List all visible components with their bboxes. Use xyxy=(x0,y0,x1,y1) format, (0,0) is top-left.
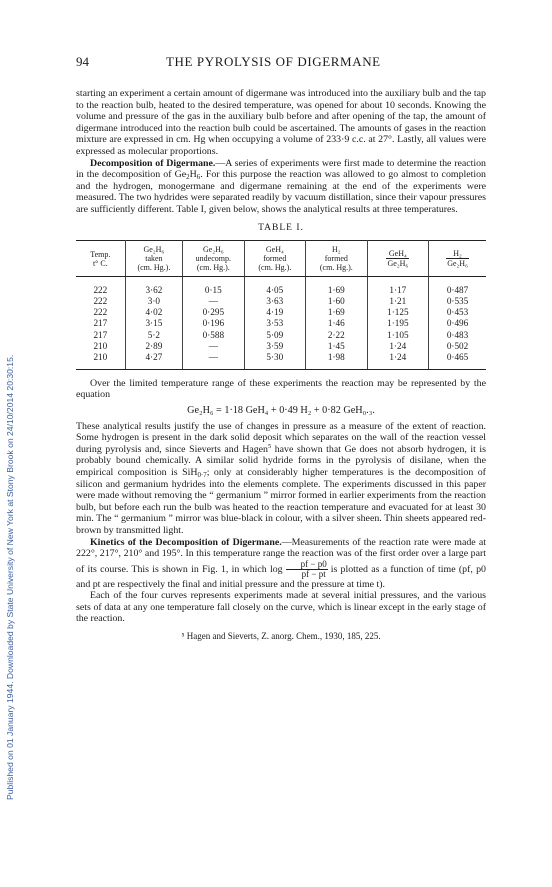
header-temp: Temp. t° C. xyxy=(76,241,125,277)
header-geh4-formed: GeH₄ formed (cm. Hg.). xyxy=(244,241,306,277)
table-row: 222 4·02 0·295 4·19 1·69 1·125 0·453 xyxy=(76,307,486,318)
download-watermark xyxy=(4,60,16,800)
table-row: 210 2·89 — 3·59 1·45 1·24 0·502 xyxy=(76,341,486,352)
table-row: 217 5·2 0·588 5·09 2·22 1·105 0·483 xyxy=(76,330,486,341)
paragraph-analysis: These analytical results justify the use of changes in pressure as a measure of the extent of reaction. Some hydrogen is present in the dark solid deposit which separates on the wall of the reaction vessel during pyrolysis and, since Sieverts and Hagen$^5$ have shown that Ge does not absorb hydrogen, it is probably bound chemically. A similar solid hydride forms in the pyrolysis of disilane, when the empirical composition is SiH$_{0\cdot 7}$; only at considerably higher temperatures is the decomposition of silicon and germanium hydrides into the elements complete. The experiments discussed in this paper were made without removing the “ germanium ” mirror formed in earlier experiments from the reaction bulb, but before each run the bulb was heated to the reaction temperature and evacuated for at least 30 min. The “ germanium ” mirror was blue-black in colour, with a silver sheen. Thin sheets appeared red-brown by transmitted light. xyxy=(76,420,486,536)
table-row: 222 3·62 0·15 4·05 1·69 1·17 0·487 xyxy=(76,277,486,297)
page-content xyxy=(76,56,486,643)
reaction-equation: Ge₂H₆ = 1·18 GeH₄ + 0·49 H₂ + 0·82 GeH₀.₃. xyxy=(187,404,375,416)
table-row: 210 4·27 — 5·30 1·98 1·24 0·465 xyxy=(76,352,486,370)
table-header-row xyxy=(76,241,486,277)
footnote-ref: 5 xyxy=(267,442,272,450)
section-heading-decomposition: Decomposition of Digermane. xyxy=(90,157,216,169)
paragraph-kinetics: Kinetics of the Decomposition of Digermane.—Measurements of the reaction rate were made at 222°, 217°, 210° and 195°. In this temperature range the reaction was of the first order over a large part of its course. This is shown in Fig. 1, in which log $\frac{pf - p0}{pf - pt}$ is plotted as a function of time (pf, p0 and pt are respectively the final and initial pressure and the pressure at time t). xyxy=(76,536,486,590)
footnote: ⁵ Hagen and Sieverts, Z. anorg. Chem., 1930, 185, 225. xyxy=(181,631,381,642)
header-h2-formed: H₂ formed (cm. Hg.). xyxy=(306,241,368,277)
section-heading-kinetics: Kinetics of the Decomposition of Digermane. xyxy=(90,536,282,548)
header-undecomp: Ge₂H₆ undecomp. (cm. Hg.). xyxy=(183,241,245,277)
table-row: 217 3·15 0·196 3·53 1·46 1·195 0·496 xyxy=(76,318,486,329)
paragraph-curves: Each of the four curves represents experiments made at several initial pressures, and the various sets of data at any one temperature fall closely on the curve, which is linear except in the early stage of the reaction. xyxy=(76,590,486,625)
paragraph-procedure: starting an experiment a certain amount of digermane was introduced into the auxiliary bulb and the tap to the reaction bulb, heated to the desired temperature, was opened for about 10 seconds. Knowing the volume and pressure of the gas in the auxiliary bulb before and after opening of the tap, the amount of digermane introduced into the reaction bulb could be ascertained. The amounts of gases in the reaction mixture are expressed in cm. Hg when occupying a volume of 233·9 c.c. at 27°. Lastly, all values were expressed as molecular proportions. xyxy=(76,88,486,157)
running-header xyxy=(76,56,486,72)
paragraph-equation-intro: Over the limited temperature range of these experiments the reaction may be represented by the equation xyxy=(76,377,486,401)
header-taken: Ge₂H₆ taken (cm. Hg.). xyxy=(125,241,182,277)
table-caption: TABLE I. xyxy=(258,222,304,233)
running-title: THE PYROLYSIS OF DIGERMANE xyxy=(166,54,381,69)
header-ratio-h2: $\frac{\text{H₂}}{\text{Ge₂H₆}}$ xyxy=(429,241,486,277)
download-watermark-text: Published on 01 January 1944. Downloaded by State University of New York at Stony Brook on 24/10/2014 20:30:15. xyxy=(5,354,15,800)
table-row: 222 3·0 — 3·63 1·60 1·21 0·535 xyxy=(76,296,486,307)
log-fraction: $\frac{pf - p0}{pf - pt}$ xyxy=(286,560,328,579)
page-number: 94 xyxy=(76,54,89,69)
paragraph-decomposition: Decomposition of Digermane.—A series of experiments were first made to determine the reaction in the decomposition of $Ge_2H_6$. For this purpose the reaction was allowed to go almost to completion and the hydrogen, monogermane and digermane remaining at the end of the experiments were measured. The two hydrides were separated readily by vacuum distillation, since their vapour pressures are sufficiently different. Table I, given below, shows the analytical results at three temperatures. xyxy=(76,157,486,215)
header-ratio-geh4: $\frac{\text{GeH₄}}{\text{Ge₂H₆}}$ xyxy=(367,241,429,277)
analytical-results-table xyxy=(76,240,486,370)
